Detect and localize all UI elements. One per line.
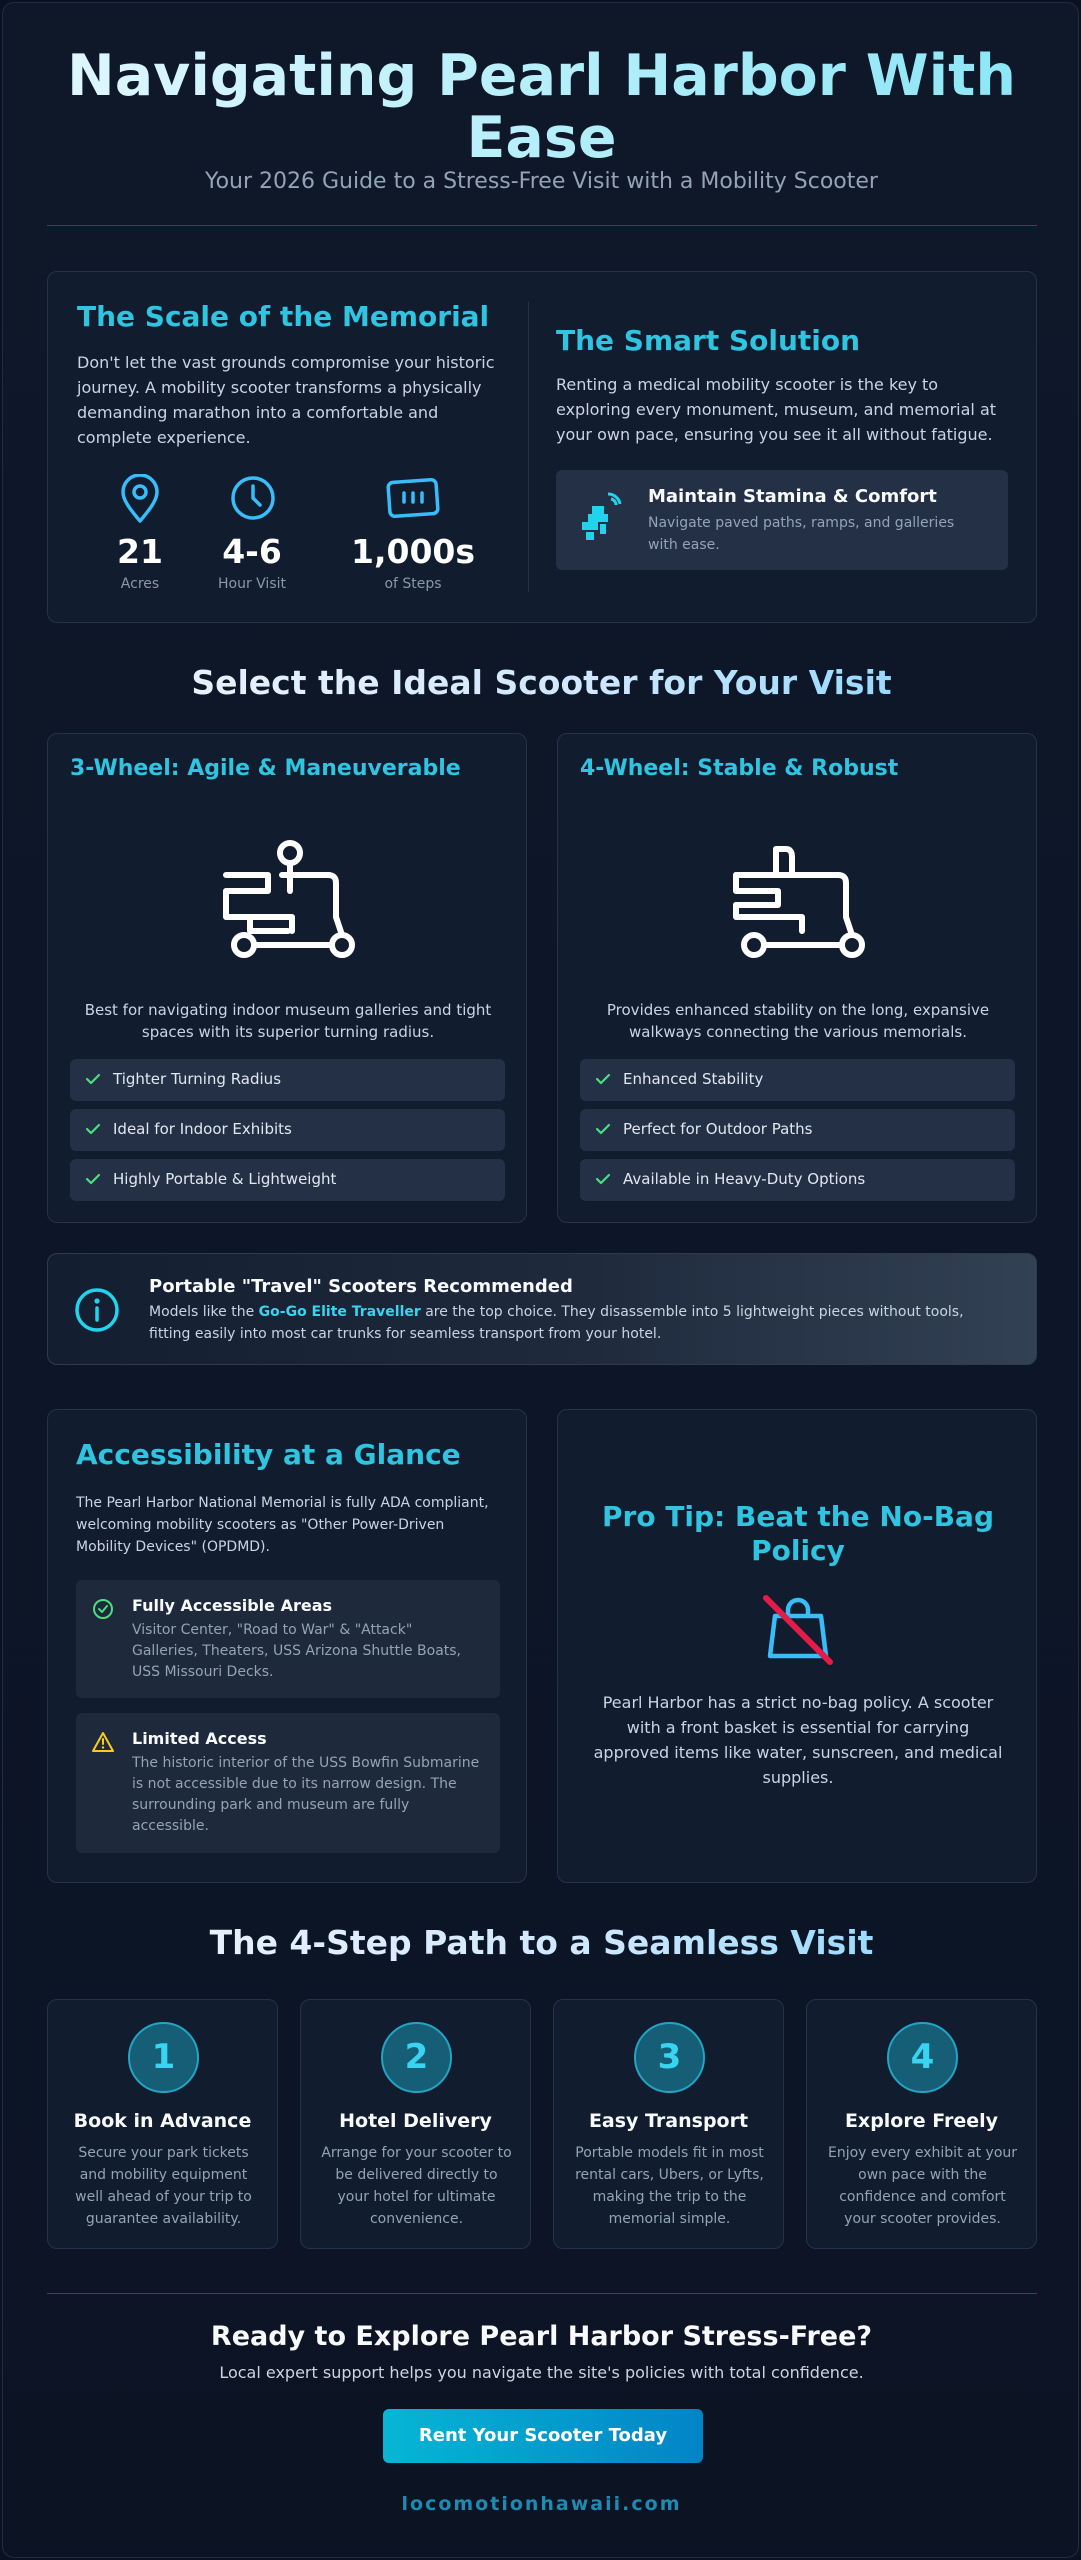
callout-text: Navigate paved paths, ramps, and galleries with ease. bbox=[648, 515, 955, 553]
fully-accessible-text: Visitor Center, "Road to War" & "Attack" Galleries, Theaters, USS Arizona Shuttle Boats, USS Missouri Decks. bbox=[132, 1622, 461, 1680]
accessibility-text: The Pearl Harbor National Memorial is fully ADA compliant, welcoming mobility scooters as "Other Power-Driven Mobility Devices" (OPDMD). bbox=[76, 1495, 489, 1555]
travel-title: Portable "Travel" Scooters Recommended bbox=[149, 1276, 573, 1297]
travel-highlight: Go-Go Elite Traveller bbox=[258, 1304, 421, 1320]
step-number: 1 bbox=[128, 2022, 199, 2093]
feature-item bbox=[70, 1159, 505, 1201]
step-title: Hotel Delivery bbox=[339, 2110, 492, 2132]
ruler-icon bbox=[386, 476, 440, 520]
no-bag-icon bbox=[758, 1590, 838, 1670]
intro-card bbox=[47, 271, 1037, 623]
divider bbox=[47, 2293, 1037, 2294]
check-icon bbox=[594, 1070, 612, 1088]
check-icon bbox=[594, 1170, 612, 1188]
check-icon bbox=[594, 1120, 612, 1138]
limited-access-text: The historic interior of the USS Bowfin Submarine is not accessible due to its narrow design. The surrounding park and museum are fully accessible. bbox=[132, 1755, 480, 1834]
feature-item bbox=[580, 1159, 1015, 1201]
cta-heading: Ready to Explore Pearl Harbor Stress-Free? bbox=[210, 2321, 873, 2352]
warning-icon bbox=[92, 1731, 114, 1753]
pro-tip-text: Pearl Harbor has a strict no-bag policy. A scooter with a front basket is essential for carrying approved items like water, sunscreen, and medical supplies. bbox=[593, 1693, 1003, 1787]
cta-text: Local expert support helps you navigate the site's policies with total confidence. bbox=[219, 2363, 864, 2382]
stat-hours bbox=[198, 474, 306, 594]
page-title: Navigating Pearl Harbor With Ease bbox=[43, 45, 1040, 169]
stat-value: 1,000s bbox=[350, 532, 476, 571]
feature-item bbox=[580, 1059, 1015, 1101]
feature-label: Available in Heavy-Duty Options bbox=[623, 1170, 866, 1188]
step-number: 2 bbox=[381, 2022, 452, 2093]
pro-tip-card bbox=[557, 1409, 1037, 1883]
step-card bbox=[553, 1999, 784, 2249]
step-card bbox=[47, 1999, 278, 2249]
stat-label: Hour Visit bbox=[217, 576, 286, 592]
three-wheel-desc: Best for navigating indoor museum galleries and tight spaces with its superior turning radius. bbox=[84, 1001, 492, 1041]
step-card bbox=[300, 1999, 531, 2249]
step-text: Arrange for your scooter to be delivered directly to your hotel for ultimate convenience. bbox=[321, 2145, 512, 2227]
scooter-section-heading: Select the Ideal Scooter for Your Visit bbox=[43, 663, 1040, 702]
travel-scooter-banner bbox=[47, 1253, 1037, 1365]
limited-access-title: Limited Access bbox=[132, 1729, 267, 1748]
accessibility-card bbox=[47, 1409, 527, 1883]
fully-accessible-title: Fully Accessible Areas bbox=[132, 1596, 333, 1615]
travel-text-before: Models like the bbox=[149, 1304, 259, 1320]
map-pin-icon bbox=[118, 474, 162, 524]
steps-heading: The 4-Step Path to a Seamless Visit bbox=[43, 1923, 1040, 1962]
step-text: Secure your park tickets and mobility equipment well ahead of your trip to guarantee availability. bbox=[75, 2145, 252, 2227]
stat-label: of Steps bbox=[384, 576, 442, 592]
step-text: Enjoy every exhibit at your own pace with the confidence and comfort your scooter provides. bbox=[827, 2145, 1018, 2227]
rent-scooter-button[interactable]: Rent Your Scooter Today bbox=[383, 2409, 703, 2463]
callout-title: Maintain Stamina & Comfort bbox=[648, 486, 937, 507]
solution-text: Renting a medical mobility scooter is the key to exploring every monument, museum, and memorial at your own pace, ensuring you see it all without fatigue. bbox=[556, 375, 997, 444]
travel-text-after: are the top choice. They disassemble into 5 lightweight pieces without tools, fitting easily into most car trunks for seamless transport from your hotel. bbox=[149, 1304, 964, 1342]
page-subtitle: Your 2026 Guide to a Stress-Free Visit with a Mobility Scooter bbox=[205, 169, 878, 194]
pro-tip-heading: Pro Tip: Beat the No-Bag Policy bbox=[602, 1500, 994, 1567]
footer-link[interactable]: locomotionhawaii.com bbox=[401, 2493, 682, 2515]
stat-label: Acres bbox=[120, 576, 160, 592]
fully-accessible-box bbox=[76, 1580, 500, 1698]
feature-item bbox=[70, 1109, 505, 1151]
four-wheel-title: 4-Wheel: Stable & Robust bbox=[580, 756, 899, 781]
three-wheel-card bbox=[47, 733, 527, 1223]
divider bbox=[47, 225, 1037, 226]
feature-item bbox=[70, 1059, 505, 1101]
stat-acres bbox=[86, 474, 194, 594]
scale-text: Don't let the vast grounds compromise your historic journey. A mobility scooter transforms a physically demanding marathon into a comfortable and complete experience. bbox=[77, 353, 495, 447]
step-card bbox=[806, 1999, 1037, 2249]
infographic-page bbox=[2, 2, 1079, 2558]
solution-heading: The Smart Solution bbox=[556, 324, 861, 357]
stat-value: 21 bbox=[117, 532, 163, 571]
check-icon bbox=[84, 1170, 102, 1188]
check-icon bbox=[84, 1070, 102, 1088]
wheelchair-icon bbox=[578, 490, 634, 546]
stamina-callout bbox=[556, 470, 1008, 570]
four-wheel-desc: Provides enhanced stability on the long, expansive walkways connecting the various memorials. bbox=[606, 1001, 990, 1041]
four-wheel-card bbox=[557, 733, 1037, 1223]
column-divider bbox=[528, 302, 529, 592]
step-text: Portable models fit in most rental cars, Ubers, or Lyfts, making the trip to the memorial simple. bbox=[575, 2145, 764, 2227]
step-title: Book in Advance bbox=[73, 2110, 252, 2132]
step-number: 4 bbox=[887, 2022, 958, 2093]
feature-label: Enhanced Stability bbox=[623, 1070, 764, 1088]
info-icon bbox=[74, 1287, 120, 1333]
limited-access-box bbox=[76, 1713, 500, 1853]
feature-label: Highly Portable & Lightweight bbox=[113, 1170, 337, 1188]
three-wheel-title: 3-Wheel: Agile & Maneuverable bbox=[70, 756, 461, 781]
step-title: Explore Freely bbox=[844, 2110, 999, 2132]
check-circle-icon bbox=[92, 1598, 114, 1620]
three-wheel-scooter-icon bbox=[220, 839, 360, 969]
stat-steps bbox=[338, 474, 488, 594]
scale-heading: The Scale of the Memorial bbox=[77, 300, 490, 333]
four-wheel-scooter-icon bbox=[730, 839, 870, 969]
feature-label: Ideal for Indoor Exhibits bbox=[113, 1120, 292, 1138]
feature-label: Perfect for Outdoor Paths bbox=[623, 1120, 813, 1138]
feature-label: Tighter Turning Radius bbox=[113, 1070, 282, 1088]
step-number: 3 bbox=[634, 2022, 705, 2093]
step-title: Easy Transport bbox=[588, 2110, 749, 2132]
feature-item bbox=[580, 1109, 1015, 1151]
check-icon bbox=[84, 1120, 102, 1138]
travel-text bbox=[149, 1301, 1009, 1345]
accessibility-heading: Accessibility at a Glance bbox=[76, 1438, 461, 1471]
clock-icon bbox=[229, 474, 277, 522]
stat-value: 4-6 bbox=[222, 532, 282, 571]
